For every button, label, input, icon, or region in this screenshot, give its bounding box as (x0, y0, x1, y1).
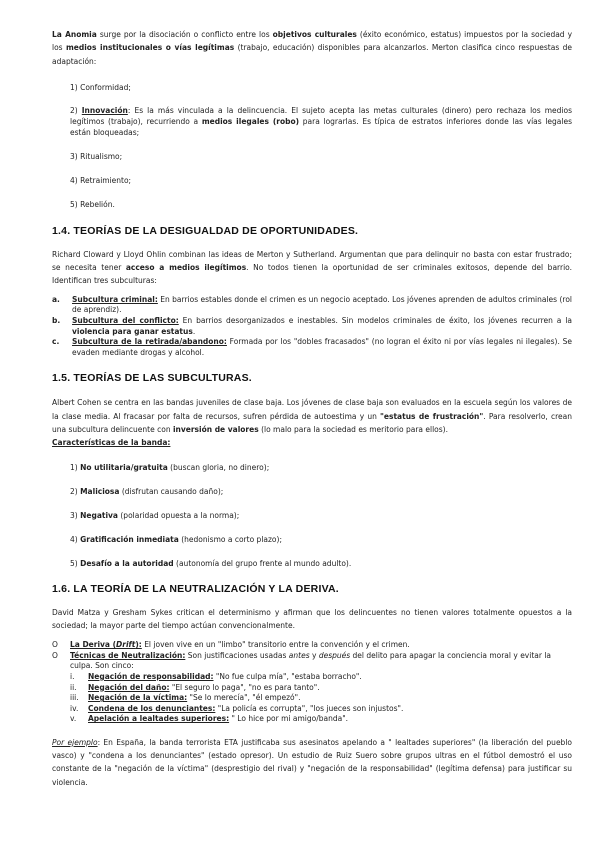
text: 2) (70, 105, 82, 115)
text: En barrios estables donde el crimen es un negocio aceptado. Los jóvenes aprenden de adultos criminales (rol de aprendiz). (72, 294, 572, 315)
characteristics-title: Características de la banda: (52, 438, 171, 448)
list-item (70, 462, 572, 473)
neutralization-list (52, 640, 572, 672)
marker: i. (70, 671, 75, 681)
list-item (52, 337, 572, 358)
list-item (52, 316, 572, 337)
text (72, 316, 572, 337)
list-item (52, 651, 572, 672)
term: Maliciosa (80, 486, 120, 496)
term: Subcultura de la retirada/abandono: (72, 337, 227, 347)
term: Técnicas de Neutralización: (70, 650, 186, 660)
text: : Es la más vinculada a la delincuencia. El sujeto acepta las metas culturales (dinero) pero rechaza los medios legítimos (trabajo), recurriendo a (70, 105, 572, 126)
list-item (52, 704, 572, 715)
text (88, 704, 403, 715)
list-item: 3) Ritualismo; (70, 151, 123, 161)
text: "Se lo merecía", "él empezó". (187, 693, 301, 703)
list-item: 5) Rebelión. (70, 199, 115, 209)
term: inversión de valores (172, 424, 259, 434)
text (70, 651, 572, 672)
section-heading-1-5: 1.5. TEORÍAS DE LAS SUBCULTURAS. (52, 372, 252, 385)
term-objetivos: objetivos culturales (272, 30, 357, 39)
list-item (70, 510, 572, 521)
text (88, 714, 348, 725)
term-medios: medios institucionales o vías legítimas (65, 43, 235, 53)
section-heading-1-6: 1.6. LA TEORÍA DE LA NEUTRALIZACIÓN Y LA DERIVA. (52, 582, 339, 595)
text: del delito para apagar la conciencia moral y evitar la culpa. Son cinco: (70, 650, 552, 671)
list-item (52, 693, 572, 704)
text: "La policía es corrupta", "los jueces son injustos". (215, 703, 404, 713)
term: Apelación a lealtades superiores: (88, 714, 230, 724)
marker: ii. (70, 682, 77, 692)
text: . Para resolverlo, crean una subcultura delincuente con (52, 411, 572, 434)
list-item (70, 486, 572, 497)
text: (lo malo para la sociedad es meritorio para ellos). (258, 424, 448, 434)
cloward-paragraph (52, 248, 572, 288)
section-heading-1-4: 1.4. TEORÍAS DE LA DESIGUALDAD DE OPORTUNIDADES. (52, 224, 359, 237)
text: Formada por los "dobles fracasados" (no logran el éxito ni por vías legales ni ilegales). Se evaden mediante drogas y alcohol. (72, 337, 572, 357)
list-item: 4) Retraimiento; (70, 175, 132, 185)
list-item (52, 683, 572, 694)
text: (polaridad opuesta a la norma); (118, 510, 240, 520)
text: . (192, 326, 196, 336)
term: "estatus de frustración" (380, 411, 484, 421)
gang-characteristics-list (52, 462, 572, 569)
term-anomia: La Anomia (52, 30, 97, 39)
subculture-list (52, 295, 572, 359)
term: No utilitaria/gratuita (80, 462, 168, 472)
text: En barrios desorganizados e inestables. Sin modelos criminales de éxito, los jóvenes recurren a la (178, 315, 572, 325)
term: Gratificación inmediata (80, 534, 179, 544)
list-item (52, 714, 572, 725)
marker: b. (52, 315, 61, 325)
text: . No todos tienen la oportunidad de ser criminales exitosos, depende del barrio. Identifican tres subculturas: (52, 263, 572, 286)
text: (hedonismo a corto plazo); (178, 534, 282, 544)
text: (trabajo, educación) disponibles para alcanzarlos. Merton clasifica cinco respuestas de adaptación: (52, 43, 572, 66)
marker: iii. (70, 693, 79, 703)
term: Negación del daño: (88, 682, 170, 692)
term: Negativa (80, 510, 118, 520)
text: : En España, la banda terrorista ETA justificaba sus asesinatos apelando a " lealtades superiores" (la liberación del pueblo vasco) y "condena a los denunciantes" (estado opresor). Un estudio de Ruiz Suero sobre grupos ultras en el fútbol demostró el uso constante de la "negación de la víctima" (desprestigio del rival) y "negación de la responsabilidad" (legítima defensa) para justificar su violencia. (52, 737, 572, 787)
text (72, 337, 572, 358)
text: 3) (70, 510, 81, 520)
text: (autonomía del grupo frente al mundo adulto). (173, 558, 352, 568)
term: Desafío a la autoridad (80, 558, 174, 568)
matza-paragraph: David Matza y Gresham Sykes critican el determinismo y afirman que los delincuentes no tienen valores totalmente opuestos a la sociedad; la mayor parte del tiempo actúan convencionalmente. (52, 607, 572, 630)
cohen-paragraph (52, 396, 572, 436)
text: 2) (70, 486, 81, 496)
term: Subcultura del conflicto: (72, 315, 179, 325)
term: Negación de responsabilidad: (88, 671, 214, 681)
term: La Deriva ( (70, 640, 117, 650)
term: Drift (116, 640, 136, 650)
text: antes (288, 650, 310, 660)
marker: v. (70, 714, 77, 724)
text: para lograrlas. Es típica de estratos inferiores donde las vías legales están bloqueadas; (70, 116, 572, 137)
text: (buscan gloria, no dinero); (167, 462, 270, 472)
bullet-icon: O (52, 650, 58, 660)
term: Condena de los denunciantes: (88, 703, 216, 713)
text: 4) (70, 534, 81, 544)
text: 1) (70, 462, 81, 472)
text: 5) (70, 558, 81, 568)
techniques-list (52, 672, 572, 725)
text: después (318, 650, 351, 660)
list-item (70, 534, 572, 545)
text (88, 672, 362, 683)
term: Negación de la víctima: (88, 693, 188, 703)
text (72, 295, 572, 316)
text: Son justificaciones usadas (185, 650, 289, 660)
text (88, 683, 320, 694)
text: Richard Cloward y Lloyd Ohlin combinan las ideas de Merton y Sutherland. Argumentan que para delinquir no basta con estar frustrado; se necesita tener (52, 249, 572, 273)
text: El joven vive en un "limbo" transitorio entre la convención y el crimen. (141, 640, 410, 650)
term: medios ilegales (robo) (201, 116, 300, 126)
text (88, 693, 300, 704)
list-item (52, 295, 572, 316)
text: (éxito económico, estatus) impuestos por la sociedad y los (52, 30, 573, 53)
term: Innovación (81, 105, 128, 115)
marker: c. (52, 337, 60, 347)
term: violencia para ganar estatus (72, 326, 193, 336)
anomia-paragraph (52, 28, 572, 68)
merton-list (52, 82, 572, 210)
text: " Lo hice por mi amigo/banda". (229, 714, 349, 724)
text (70, 640, 572, 651)
list-item (70, 558, 572, 569)
list-item (52, 640, 572, 651)
text: (disfrutan causando daño); (119, 486, 224, 496)
text: y (309, 650, 319, 660)
text: Albert Cohen se centra en las bandas juveniles de clase baja. Los jóvenes de clase baja son evaluados en la escuela según los valores de la clase media. Al fracasar por falta de recursos, sufren pérdida de autoestima y un (52, 398, 572, 421)
text: surge por la disociación o conflicto entre los (96, 30, 273, 39)
term: Subcultura criminal: (72, 294, 158, 304)
term: ): (135, 640, 142, 650)
bullet-icon: O (52, 640, 58, 650)
term: acceso a medios ilegítimos (125, 263, 247, 273)
text: Por ejemplo (52, 737, 98, 747)
list-item (70, 105, 572, 138)
text: "No fue culpa mía", "estaba borracho". (213, 671, 362, 681)
example-paragraph (52, 736, 572, 789)
document-page (52, 28, 572, 789)
list-item: 1) Conformidad; (70, 82, 131, 92)
marker: a. (52, 294, 60, 304)
marker: iv. (70, 703, 79, 713)
list-item (52, 672, 572, 683)
text: "El seguro lo paga", "no es para tanto". (169, 682, 320, 692)
